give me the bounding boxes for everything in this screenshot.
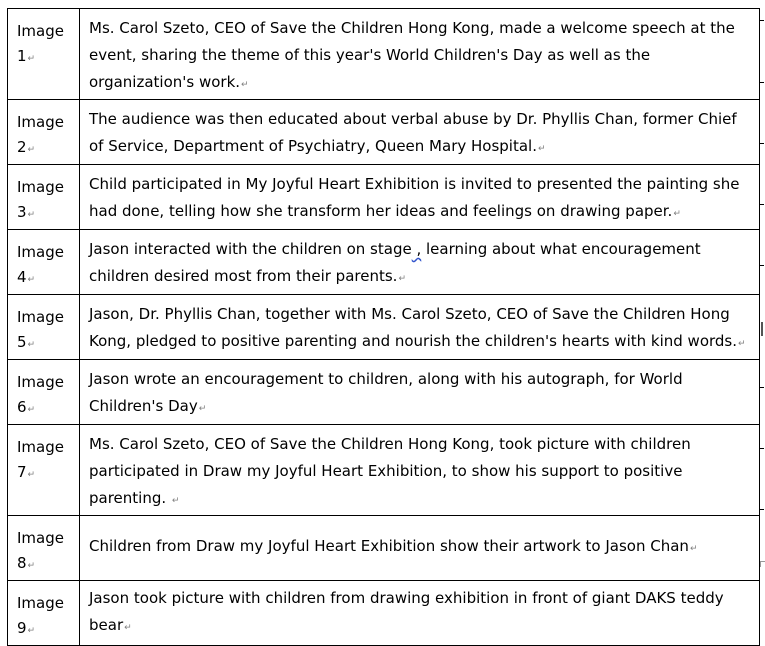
row-end-marker (760, 387, 764, 388)
table-row (8, 360, 760, 425)
paragraph-mark: ↵ (171, 496, 180, 506)
image-label-cell (8, 230, 80, 295)
paragraph-mark: ↵ (27, 54, 36, 64)
caption-text: The audience was then educated about verbal abuse by Dr. Phyllis Chan, former Chief of Service, Department of Psychiatry, Queen Mary Hospital. (89, 110, 737, 155)
image-label: Image (17, 594, 64, 612)
paragraph-mark: ↵ (124, 622, 132, 633)
caption-text: Jason wrote an encouragement to children, along with his autograph, for World Children's Day (89, 370, 683, 415)
paragraph-mark: ↵ (27, 561, 36, 571)
table-row (8, 516, 760, 581)
table-row (8, 100, 760, 165)
table-row (8, 581, 760, 646)
image-number: 4 (17, 268, 27, 286)
caption-text: Jason interacted with the children on stage (89, 240, 412, 258)
paragraph-mark: ↵ (27, 626, 36, 636)
paragraph-mark: ↵ (27, 405, 36, 415)
caption-text: Jason took picture with children from drawing exhibition in front of giant DAKS teddy bear (89, 588, 724, 634)
row-end-marker (760, 20, 764, 21)
paragraph-mark: ↵ (689, 544, 698, 554)
row-end-marker (760, 448, 764, 449)
caption-cell[interactable] (80, 360, 760, 425)
paragraph-mark: ↵ (738, 339, 746, 349)
caption-cell[interactable] (80, 516, 760, 581)
image-number: 9 (17, 619, 27, 637)
image-label-cell (8, 581, 80, 646)
image-number: 6 (17, 398, 27, 416)
table-row (8, 165, 760, 230)
image-label: Image (17, 529, 64, 547)
paragraph-mark: ↵ (27, 275, 36, 285)
image-label: Image (17, 22, 64, 40)
spelling-squiggle[interactable]: , (411, 240, 422, 258)
caption-cell[interactable] (80, 9, 760, 100)
table-row (8, 295, 760, 360)
caption-cell[interactable] (80, 165, 760, 230)
image-number: 2 (17, 138, 27, 156)
captions-table (7, 8, 760, 646)
image-label-cell (8, 516, 80, 581)
paragraph-mark: ↵ (27, 210, 36, 220)
image-number: 8 (17, 554, 27, 572)
row-end-marker (760, 265, 764, 266)
caption-text: Child participated in My Joyful Heart Exhibition is invited to presented the painting she had done, telling how she transform her ideas and feelings on drawing paper. (89, 175, 740, 220)
text-cursor (761, 322, 763, 336)
paragraph-mark: ↵ (241, 80, 249, 90)
row-end-marker (760, 143, 764, 144)
image-label-cell (8, 165, 80, 230)
paragraph-mark: ↵ (27, 470, 36, 480)
caption-text-continued: learning about what encouragement children desired most from their parents. (89, 240, 701, 285)
table-row (8, 425, 760, 516)
paragraph-mark: ↵ (673, 209, 681, 219)
paragraph-mark: ↵ (398, 274, 406, 284)
row-end-marker (760, 204, 764, 205)
image-number: 7 (17, 463, 27, 481)
image-label: Image (17, 308, 64, 326)
image-number: 1 (17, 47, 27, 65)
image-label: Image (17, 113, 64, 131)
image-label: Image (17, 438, 64, 456)
image-label: Image (17, 243, 64, 261)
table-resize-handle[interactable] (760, 561, 765, 567)
caption-text: Jason, Dr. Phyllis Chan, together with Ms. Carol Szeto, CEO of Save the Children Hong Kong, pledged to positive parenting and nourish the children's hearts with kind words. (89, 305, 738, 350)
caption-text: Ms. Carol Szeto, CEO of Save the Children Hong Kong, took picture with children participated in Draw my Joyful Heart Exhibition, to show his support to positive parenting. (89, 435, 691, 507)
image-label-cell (8, 425, 80, 516)
image-label-cell (8, 295, 80, 360)
image-label-cell (8, 360, 80, 425)
caption-cell[interactable] (80, 100, 760, 165)
image-label: Image (17, 373, 64, 391)
paragraph-mark: ↵ (27, 145, 36, 155)
paragraph-mark: ↵ (27, 340, 36, 350)
paragraph-mark: ↵ (537, 144, 546, 154)
image-number: 5 (17, 333, 27, 351)
image-number: 3 (17, 203, 27, 221)
caption-cell[interactable] (80, 295, 760, 360)
caption-text: Ms. Carol Szeto, CEO of Save the Children Hong Kong, made a welcome speech at the event, sharing the theme of this year's World Children's Day as well as the organization's work. (89, 19, 735, 91)
caption-cell[interactable] (80, 581, 760, 646)
row-end-marker (760, 82, 764, 83)
caption-text: Children from Draw my Joyful Heart Exhibition show their artwork to Jason Chan (89, 537, 689, 555)
image-label: Image (17, 178, 64, 196)
image-label-cell (8, 9, 80, 100)
caption-cell[interactable] (80, 425, 760, 516)
image-label-cell (8, 100, 80, 165)
paragraph-mark: ↵ (198, 404, 207, 414)
table-row (8, 230, 760, 295)
caption-cell[interactable] (80, 230, 760, 295)
row-end-marker (760, 509, 764, 510)
table-row (8, 9, 760, 100)
